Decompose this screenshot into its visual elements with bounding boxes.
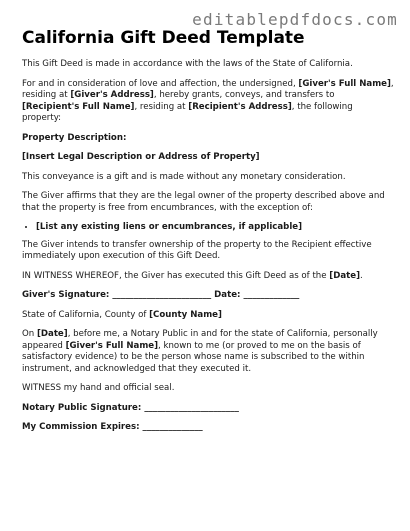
notary-text-3: , known to me (or proved to me on the basis of satisfactory evidence) to be the person whose name is subscribed to the within instrument, and acknowledged that they executed it. — [22, 340, 365, 374]
notary-signature-line — [22, 403, 394, 415]
commission-expires-label: My Commission Expires: — [22, 422, 140, 432]
giver-address-placeholder: [Giver's Address] — [70, 90, 154, 100]
conveyance-paragraph: This conveyance is a gift and is made without any monetary consideration. — [22, 171, 346, 182]
giver-signature-line — [22, 290, 394, 302]
document-body — [22, 27, 394, 442]
consideration-text-3: , hereby grants, conveys, and transfers to — [153, 90, 335, 100]
commission-expires-blank: ______________ — [142, 422, 203, 432]
property-description-heading: Property Description: — [22, 132, 127, 143]
affirmation-paragraph: The Giver affirms that they are the legal owner of the property described above and that the property is free from encumbrances, with the exception of: — [22, 191, 385, 213]
signature-date-blank: _____________ — [243, 290, 300, 300]
witness-text-2: . — [360, 270, 363, 281]
intro-paragraph: This Gift Deed is made in accordance with the laws of the State of California. — [22, 59, 353, 69]
signature-date-label: Date: — [214, 290, 241, 300]
site-watermark: editablepdfdocs.com — [192, 10, 398, 29]
commission-expires-line — [22, 422, 394, 434]
encumbrance-list-item: • [List any existing liens or encumbrances, if applicable] — [36, 222, 394, 234]
execution-date-placeholder: [Date] — [329, 270, 361, 281]
witness-text-1: IN WITNESS WHEREOF, the Giver has executed this Gift Deed as of the — [22, 270, 327, 281]
consideration-text-2: , residing at — [22, 78, 394, 100]
intent-paragraph: The Giver intends to transfer ownership of the property to the Recipient effective immediately upon execution of this Gift Deed. — [22, 239, 372, 261]
notary-paragraph — [22, 329, 394, 375]
notary-text-1: On — [22, 329, 35, 339]
witness-whereof-paragraph — [22, 271, 394, 283]
notary-signature-blank: ______________________ — [144, 402, 239, 413]
consideration-paragraph — [22, 79, 394, 125]
state-county-text: State of California, County of — [22, 309, 147, 320]
notary-date-placeholder: [Date] — [36, 329, 68, 339]
notary-giver-name-placeholder: [Giver's Full Name] — [65, 340, 159, 351]
consideration-text-1: For and in consideration of love and affection, the undersigned, — [22, 78, 296, 89]
encumbrance-list — [22, 222, 394, 234]
consideration-text-4: , residing at — [134, 101, 186, 112]
consideration-text-5: , the following property: — [22, 101, 353, 123]
giver-name-placeholder: [Giver's Full Name] — [298, 78, 391, 89]
recipient-address-placeholder: [Recipient's Address] — [188, 101, 292, 112]
property-description-placeholder: [Insert Legal Description or Address of Property] — [22, 152, 260, 162]
notary-signature-label: Notary Public Signature: — [22, 402, 142, 413]
recipient-name-placeholder: [Recipient's Full Name] — [22, 101, 135, 112]
county-name-placeholder: [County Name] — [149, 309, 222, 320]
giver-signature-label: Giver's Signature: — [22, 290, 110, 300]
notary-text-2: , before me, a Notary Public in and for the state of California, personally appeared — [22, 329, 378, 351]
state-county-line — [22, 310, 394, 322]
witness-seal-line: WITNESS my hand and official seal. — [22, 383, 175, 393]
giver-signature-blank: _______________________ — [112, 290, 212, 300]
document-title: California Gift Deed Template — [22, 28, 305, 48]
